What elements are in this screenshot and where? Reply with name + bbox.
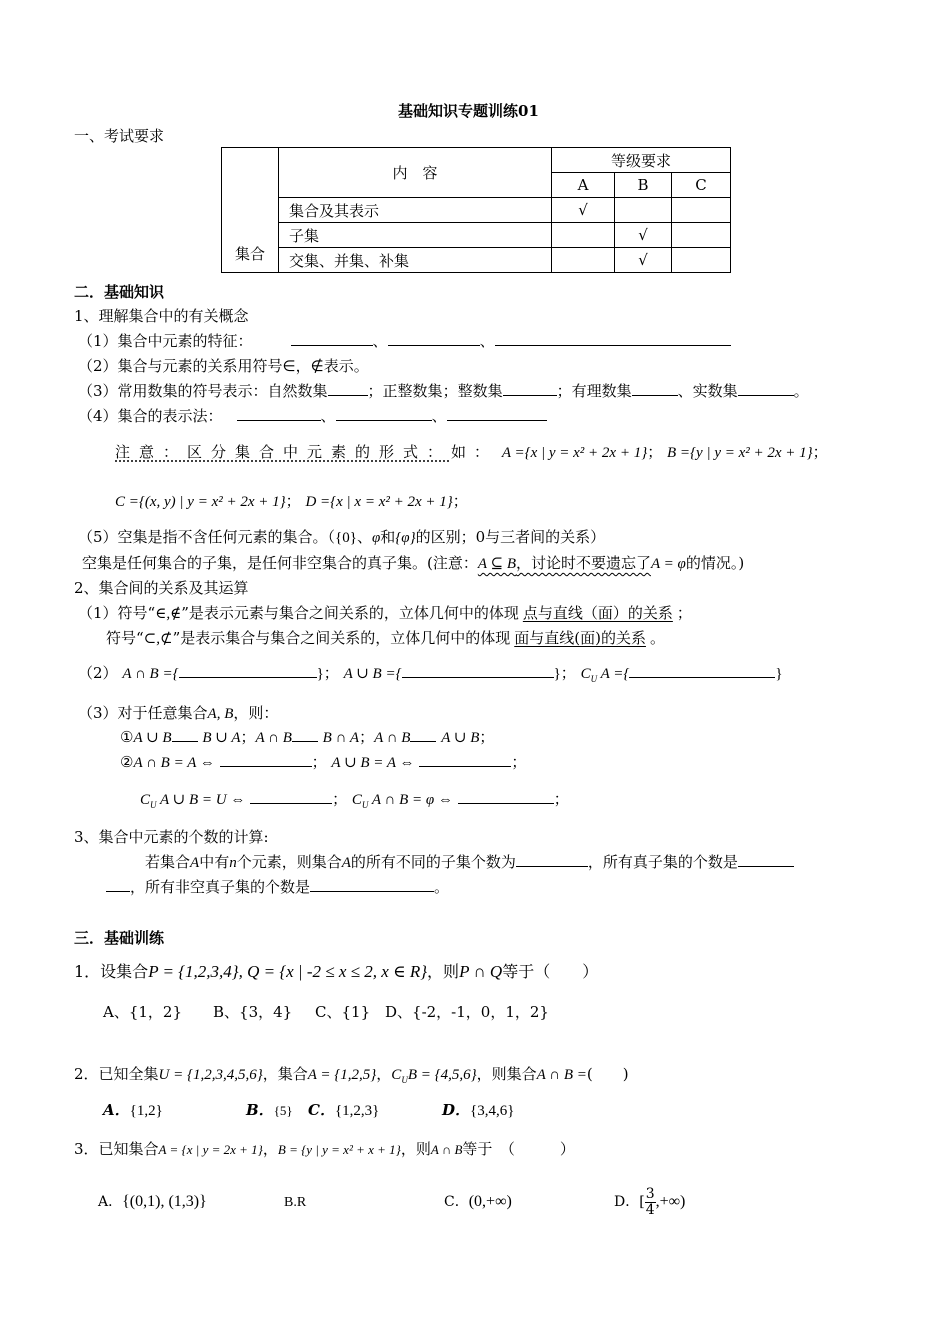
blank bbox=[503, 381, 557, 396]
blank bbox=[629, 663, 775, 678]
label: （3）对于任意集合 bbox=[78, 704, 208, 722]
label: 、 bbox=[356, 528, 372, 546]
math: A ={ bbox=[600, 666, 630, 682]
label: 1．设集合 bbox=[74, 962, 149, 981]
blank bbox=[447, 406, 547, 421]
option-b[interactable] bbox=[284, 1192, 444, 1213]
blank bbox=[106, 877, 130, 892]
label: 等于（ ） bbox=[502, 962, 599, 981]
sep: ； bbox=[285, 492, 301, 510]
numerator: 3 bbox=[645, 1185, 655, 1202]
sep: ； bbox=[479, 728, 495, 746]
question-3 bbox=[74, 1139, 575, 1160]
label: ( ) bbox=[586, 1065, 629, 1083]
label: 。 bbox=[434, 878, 450, 896]
label: ，所有真子集的个数是 bbox=[587, 853, 738, 871]
math: A ∩ B bbox=[374, 730, 411, 746]
math: $C_UB = \{4,5,6\}$ bbox=[391, 1067, 477, 1085]
label: ，所有非空真子集的个数是 bbox=[130, 878, 311, 896]
blank bbox=[250, 789, 332, 804]
brace: } bbox=[775, 666, 783, 682]
blank bbox=[738, 381, 794, 396]
math: B.R bbox=[284, 1195, 307, 1210]
sep: ； bbox=[647, 443, 663, 461]
option-d[interactable]: D、{-2，-1，0，1，2} bbox=[385, 1003, 549, 1021]
label: （1）符号“ bbox=[78, 604, 156, 622]
formula-b: B ={y | y = x² + 2x + 1} bbox=[667, 445, 813, 461]
op-intersection: A ∩ B ={ bbox=[122, 666, 179, 682]
math: ,+∞) bbox=[655, 1193, 686, 1210]
line-symbol-element bbox=[78, 603, 692, 624]
row-item: 子集 bbox=[279, 223, 552, 248]
math: B = {4,5,6} bbox=[407, 1067, 477, 1083]
math: B ∩ A bbox=[322, 730, 360, 746]
blank bbox=[336, 406, 432, 421]
label: （5）空集是指不含任何元素的集合。（ bbox=[78, 528, 336, 546]
sep: 、 bbox=[320, 407, 336, 425]
blank bbox=[402, 663, 554, 678]
math: {1,2} bbox=[129, 1103, 163, 1119]
row-b: √ bbox=[615, 223, 672, 248]
blank bbox=[291, 331, 373, 346]
math: A ∪ B bbox=[133, 730, 172, 746]
label: ； bbox=[676, 604, 692, 622]
label: 若集合 bbox=[145, 853, 191, 871]
math: φ bbox=[371, 530, 381, 546]
row-a bbox=[552, 248, 615, 273]
blank bbox=[172, 727, 198, 742]
math: A bbox=[190, 855, 200, 871]
label: ”是表示元素与集合之间关系的，立体几何中的体现 bbox=[181, 604, 519, 622]
label: 如： bbox=[451, 443, 498, 461]
fraction bbox=[645, 1187, 656, 1218]
line-commutative bbox=[120, 727, 494, 748]
option-d[interactable] bbox=[442, 1101, 514, 1119]
label: 的所有不同的子集个数为 bbox=[350, 853, 516, 871]
symbol: ∈，∉ bbox=[282, 359, 324, 375]
blank bbox=[310, 877, 434, 892]
row-b: √ bbox=[615, 248, 672, 273]
sep: ； bbox=[311, 753, 327, 771]
label: ， bbox=[262, 1140, 278, 1158]
math: A = {1,2,5} bbox=[307, 1067, 377, 1083]
math: P = {1,2,3,4} bbox=[148, 962, 239, 981]
question-2 bbox=[74, 1064, 629, 1090]
blank bbox=[328, 381, 368, 396]
denominator: 4 bbox=[645, 1201, 655, 1218]
formula-c: C ={(x, y) | y = x² + 2x + 1} bbox=[115, 494, 286, 510]
option-a[interactable] bbox=[103, 1100, 246, 1121]
label: ① bbox=[120, 728, 134, 746]
math: $C_U$ A ∩ B = φ ⇔ bbox=[351, 792, 453, 810]
label: 、实数集 bbox=[677, 382, 738, 400]
label: ， bbox=[376, 1065, 392, 1083]
blank bbox=[179, 663, 317, 678]
line-symbol-set bbox=[106, 628, 665, 649]
section2-heading: 二．基础知识 bbox=[74, 283, 165, 301]
label: （4）集合的表示法： bbox=[78, 407, 223, 425]
line-equivalence bbox=[120, 752, 526, 773]
math: A = {x | y = 2x + 1} bbox=[158, 1142, 263, 1157]
level-header: 等级要求 bbox=[552, 148, 731, 173]
row-item: 交集、并集、补集 bbox=[279, 248, 552, 273]
math: , Q = {x | -2 ≤ x ≤ 2, x ∈ R} bbox=[238, 962, 428, 981]
label: C． bbox=[444, 1194, 469, 1210]
line-note-2 bbox=[115, 491, 468, 512]
label: （2）集合与元素的关系用符号 bbox=[78, 357, 283, 375]
label: ，则集合 bbox=[476, 1065, 537, 1083]
math: A ∩ B bbox=[255, 730, 292, 746]
sep: 、 bbox=[431, 407, 447, 425]
math: A ∩ B = A ⇔ bbox=[133, 755, 215, 771]
label: 空集是任何集合的子集，是任何非空集合的真子集。(注意： bbox=[82, 554, 478, 572]
level-a: A bbox=[552, 173, 615, 198]
question-1 bbox=[74, 962, 598, 982]
math: {0} bbox=[335, 530, 357, 546]
option-b[interactable] bbox=[246, 1100, 308, 1121]
math: n bbox=[229, 855, 237, 871]
blank bbox=[220, 752, 312, 767]
blank bbox=[419, 752, 511, 767]
topic-label: 集合 bbox=[234, 245, 265, 263]
op-union: A ∪ B ={ bbox=[343, 666, 402, 682]
requirements-table bbox=[221, 147, 731, 273]
line-counting-2 bbox=[106, 877, 449, 897]
label: 2．已知全集 bbox=[74, 1065, 159, 1083]
line-operations bbox=[78, 663, 783, 689]
math: {φ} bbox=[395, 530, 416, 546]
label: C． bbox=[308, 1101, 335, 1119]
math: P ∩ Q bbox=[459, 962, 503, 981]
sep: ； bbox=[323, 664, 339, 682]
row-a bbox=[552, 223, 615, 248]
brace: } bbox=[316, 666, 324, 682]
sep: ； bbox=[359, 728, 375, 746]
sep: ； bbox=[332, 790, 348, 808]
label: ；有理数集 bbox=[556, 382, 632, 400]
math: A ⊆ B bbox=[477, 556, 516, 572]
math: A bbox=[341, 855, 351, 871]
math: A ∩ B = φ ⇔ bbox=[371, 792, 453, 808]
label: D． bbox=[442, 1101, 471, 1119]
math: A, B bbox=[207, 706, 234, 722]
label: ② bbox=[120, 753, 134, 771]
answer: 点与直线（面）的关系 bbox=[522, 604, 673, 622]
option-c[interactable] bbox=[308, 1100, 442, 1121]
option-b[interactable]: B、{3，4} bbox=[213, 1003, 293, 1021]
line-empty-set-2 bbox=[82, 553, 744, 574]
math: A = φ bbox=[651, 556, 686, 572]
math: $C_U$ A ∪ B = U ⇔ bbox=[140, 792, 246, 810]
blank bbox=[632, 381, 678, 396]
q3-option-d[interactable] bbox=[614, 1183, 685, 1221]
label: 的区别；0与三者间的关系） bbox=[415, 528, 606, 546]
option-c[interactable] bbox=[444, 1192, 616, 1212]
label: ，则 bbox=[400, 1140, 431, 1158]
math: A ∪ B = U ⇔ bbox=[160, 792, 246, 808]
row-a: √ bbox=[552, 198, 615, 223]
math: ⊂,⊄ bbox=[143, 631, 173, 647]
sep: ； bbox=[511, 753, 527, 771]
option-c[interactable]: C、{1} bbox=[315, 1003, 371, 1021]
level-c: C bbox=[672, 173, 731, 198]
math: {3,4,6} bbox=[470, 1103, 515, 1119]
line-counting bbox=[145, 852, 794, 873]
label: ；整数集 bbox=[442, 382, 503, 400]
label: 。 bbox=[649, 629, 665, 647]
sep: ； bbox=[240, 728, 256, 746]
note-label: 注意：区分集合中元素的形式： bbox=[115, 443, 452, 461]
label: （2） bbox=[78, 664, 118, 682]
math: (0,+∞) bbox=[468, 1193, 512, 1210]
option-a[interactable] bbox=[98, 1192, 284, 1212]
formula-a: A ={x | y = x² + 2x + 1} bbox=[501, 445, 648, 461]
label: （3）常用数集的符号表示：自然数集 bbox=[78, 382, 328, 400]
label: ，则 bbox=[427, 962, 460, 981]
page-title: 基础知识专题训练01 bbox=[398, 102, 539, 120]
label: ”是表示集合与集合之间关系的，立体几何中的体现 bbox=[172, 629, 511, 647]
line-element-features bbox=[78, 331, 731, 351]
math: {(0,1), (1,3)} bbox=[122, 1193, 207, 1210]
row-c bbox=[672, 223, 731, 248]
label: 和 bbox=[380, 528, 396, 546]
row-c bbox=[672, 198, 731, 223]
section3-heading: 三．基础训练 bbox=[74, 929, 165, 947]
blank bbox=[237, 406, 321, 421]
label: 的情况。) bbox=[685, 554, 745, 572]
label: 等于 （ ） bbox=[462, 1140, 575, 1158]
counting-heading: 3、集合中元素的个数的计算: bbox=[74, 828, 269, 846]
label: 个元素，则集合 bbox=[236, 853, 342, 871]
blank bbox=[388, 331, 480, 346]
line-membership bbox=[78, 356, 369, 377]
row-c bbox=[672, 248, 731, 273]
math: U = {1,2,3,4,5,6} bbox=[158, 1067, 263, 1083]
label: 中有 bbox=[199, 853, 230, 871]
math: B ∪ A bbox=[202, 730, 241, 746]
math: A ∩ B = bbox=[536, 1067, 587, 1083]
label: 3．已知集合 bbox=[74, 1140, 159, 1158]
q3-options bbox=[98, 1192, 616, 1213]
label: B． bbox=[246, 1101, 274, 1119]
concepts-heading: 1、理解集合中的有关概念 bbox=[74, 307, 249, 325]
line-complement-equivalence bbox=[140, 789, 569, 815]
relations-heading: 2、集合间的关系及其运算 bbox=[74, 579, 249, 597]
blank bbox=[292, 727, 318, 742]
content-header: 内 容 bbox=[279, 148, 552, 198]
label: A． bbox=[103, 1101, 130, 1119]
math: A ∩ B bbox=[430, 1142, 463, 1157]
blank bbox=[516, 852, 588, 867]
label: ，则： bbox=[233, 704, 279, 722]
row-item: 集合及其表示 bbox=[279, 198, 552, 223]
sep: 、 bbox=[479, 332, 495, 350]
topic-cell bbox=[222, 148, 279, 273]
label: ，讨论时不要遗忘了 bbox=[515, 554, 651, 572]
sep: ； bbox=[560, 664, 576, 682]
math: A ∪ B = A ⇔ bbox=[331, 755, 415, 771]
blank bbox=[410, 727, 436, 742]
label: 表示。 bbox=[323, 357, 369, 375]
math: B = {y | y = x² + x + 1} bbox=[277, 1142, 401, 1157]
label: D．[ bbox=[614, 1194, 645, 1210]
row-b bbox=[615, 198, 672, 223]
label: A． bbox=[98, 1194, 123, 1210]
math: ∈,∉ bbox=[155, 606, 182, 622]
label: 符号“ bbox=[106, 629, 144, 647]
brace: } bbox=[553, 666, 561, 682]
math: {5} bbox=[273, 1103, 293, 1118]
line-arbitrary-sets bbox=[78, 703, 278, 724]
blank bbox=[738, 852, 794, 867]
line-empty-set bbox=[78, 527, 605, 548]
q2-options bbox=[103, 1100, 514, 1121]
label: （1）集合中元素的特征： bbox=[78, 332, 253, 350]
label: 。 bbox=[793, 382, 809, 400]
label: ，集合 bbox=[262, 1065, 308, 1083]
sep: ； bbox=[812, 443, 828, 461]
sep: 、 bbox=[372, 332, 388, 350]
label: ；正整数集 bbox=[367, 382, 443, 400]
blank bbox=[458, 789, 554, 804]
answer: 面与直线(面)的关系 bbox=[514, 629, 646, 647]
math: A ∪ B bbox=[441, 730, 480, 746]
section1-heading: 一、考试要求 bbox=[74, 127, 165, 145]
sep: ； bbox=[553, 790, 569, 808]
math: {1,2,3} bbox=[334, 1103, 380, 1119]
blank bbox=[495, 331, 731, 346]
line-number-sets bbox=[78, 381, 809, 401]
line-representation bbox=[78, 406, 547, 426]
line-note bbox=[115, 442, 828, 463]
formula-d: D ={x | x = x² + 2x + 1} bbox=[305, 494, 453, 510]
option-a[interactable]: A、{1，2} bbox=[103, 1003, 183, 1021]
op-complement: $C_U$ A ={ bbox=[580, 666, 630, 684]
level-b: B bbox=[615, 173, 672, 198]
q1-options bbox=[103, 1002, 549, 1022]
sep: ； bbox=[452, 492, 468, 510]
